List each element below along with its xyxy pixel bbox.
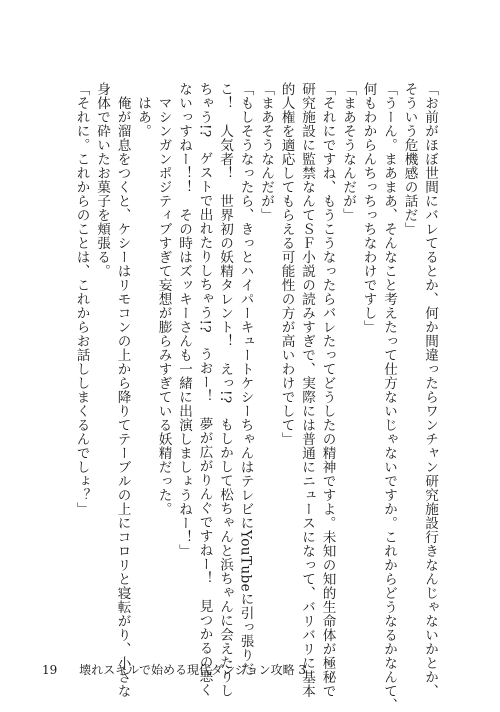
text-line: 「それに。これからのことは、これからお話ししまくるんでしょ？」 [73,82,90,516]
text-line: 俺が溜息をつくと、ケシーはリモコンの上から降りてテーブルの上にコロリと寝転がり、小さな [114,95,131,698]
text-line: そういう危機感の話だ」 [401,82,418,236]
text-line: 「それにですね、もうこうなったらバレたってどうしたの精神ですよ。未知の知的生命体が極秘で [319,82,336,698]
text-line: 的人権を適応してもらえる可能性の方が高いわけでして」 [278,82,295,446]
page-footer [42,661,306,678]
text-line: 「うーん。まあまあ、そんなこと考えたって仕方ないじゃないですか。これからどうなるかなんて、 [381,82,397,712]
text-line: 「もしそうなったら、きっとハイパーキュートケシーちゃんはテレビにYouTubeに引っ張りだ [237,82,254,677]
text-line: はあ。 [135,95,151,138]
text-line: 「お前がほぼ世間にバレてるとか、何か間違ったらワンチャン研究施設行きなんじゃないかとか、 [422,82,438,698]
text-line: 何もわからんちっちっちなわけですし」 [360,82,377,334]
text-line: 「まあそうなんだが」 [340,82,356,222]
text-line: 「まあそうなんだが」 [258,82,274,222]
text-line: 研究施設に監禁なんてＳＦ小説の読みすぎで、実際には普通にニュースになって、バリバリに基本 [299,82,315,698]
text-line: マシンガンポジティブすぎて妄想が膨らみすぎている妖精だった。 [155,95,172,516]
text-line: 身体で砕いたお菓子を頬張る。 [94,82,110,278]
text-line: こ！ 人気者！ 世界初の妖精タレント！ えっ!? もしかして松ちゃんと浜ちゃんに会えたりし [217,82,233,698]
page-number: 19 [42,663,58,677]
book-title: 壊れスキルで始める現代ダンジョン攻略 3 [79,663,307,677]
text-line: ないっすねー！！ その時はズッキーさんも一緒に出演しましょうねー！」 [176,82,192,558]
text-line: ちゃう!? ゲストで出れたりしちゃう!? うおー！ 夢が広がりんぐですねー！ 見つかるの悪く [196,82,213,698]
